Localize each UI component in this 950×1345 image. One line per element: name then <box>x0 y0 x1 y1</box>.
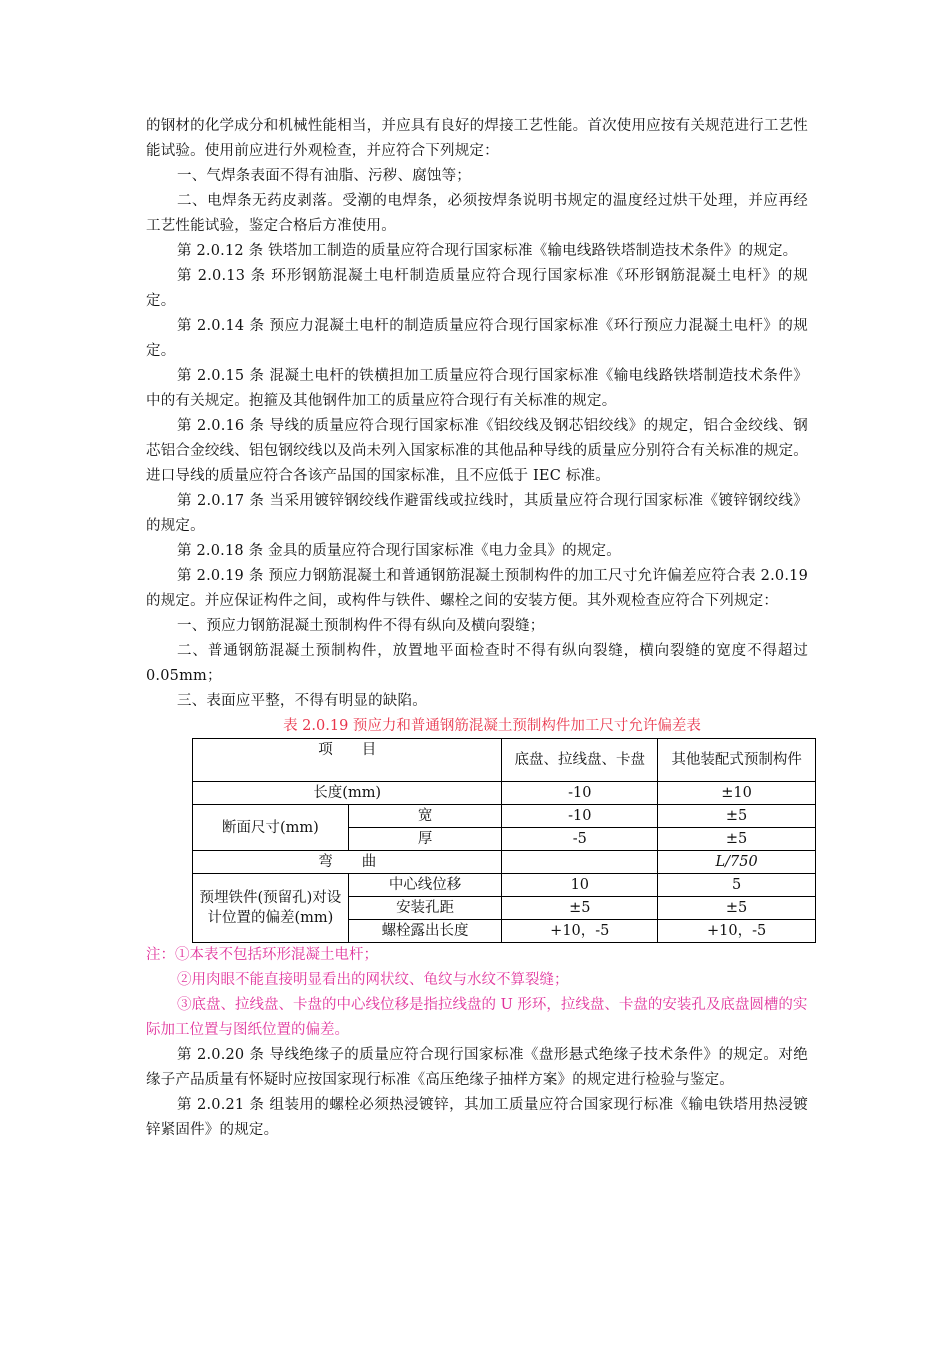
paragraph: 第 2.0.12 条 铁塔加工制造的质量应符合现行国家标准《输电线路铁塔制造技术条件》的规定。 <box>177 243 798 259</box>
table-notes <box>146 943 808 1043</box>
embedded-label: 预埋铁件(预留孔)对设计位置的偏差(mm) <box>193 874 349 943</box>
thick-v2: ±5 <box>658 828 816 851</box>
note-3: ③底盘、拉线盘、卡盘的中心线位移是指拉线盘的 U 形环，拉线盘、卡盘的安装孔及底盘圆槽的实际加工位置与图纸位置的偏差。 <box>146 997 808 1038</box>
embedded-row-v2: ±5 <box>658 897 816 920</box>
paragraph: 二、电焊条无药皮剥落。受潮的电焊条，必须按焊条说明书规定的温度经过烘干处理，并应再经工艺性能试验，鉴定合格后方准使用。 <box>146 193 808 234</box>
paragraph: 第 2.0.16 条 导线的质量应符合现行国家标准《铝绞线及钢芯铝绞线》的规定，铝合金绞线、钢芯铝合金绞线、铝包钢绞线以及尚未列入国家标准的其他品种导线的质量应分别符合有关标准的规定。进口导线的质量应符合各该产品国的国家标准，且不应低于 IEC 标准。 <box>146 418 808 484</box>
width-v2: ±5 <box>658 805 816 828</box>
section-label: 断面尺寸(mm) <box>193 805 349 851</box>
table-row <box>193 805 816 828</box>
paragraph: 第 2.0.15 条 混凝土电杆的铁横担加工质量应符合现行国家标准《输电线路铁塔制造技术条件》中的有关规定。抱箍及其他钢件加工的质量应符合现行有关标准的规定。 <box>146 368 808 409</box>
bend-label: 弯 曲 <box>193 851 502 874</box>
paragraph: 二、普通钢筋混凝土预制构件，放置地平面检查时不得有纵向裂缝，横向裂缝的宽度不得超过 0.05mm； <box>146 643 808 684</box>
note-1: 注：①本表不包括环形混凝土电杆； <box>146 947 378 963</box>
paragraph: 一、气焊条表面不得有油脂、污秽、腐蚀等； <box>177 168 471 184</box>
table-row <box>193 782 816 805</box>
paragraph: 第 2.0.17 条 当采用镀锌钢绞线作避雷线或拉线时，其质量应符合现行国家标准《镀锌钢绞线》的规定。 <box>146 493 808 534</box>
table-header-row <box>193 739 816 782</box>
tolerance-table <box>192 738 816 943</box>
paragraph: 第 2.0.20 条 导线绝缘子的质量应符合现行国家标准《盘形悬式绝缘子技术条件》的规定。对绝缘子产品质量有怀疑时应按国家现行标准《高压绝缘子抽样方案》的规定进行检验与鉴定。 <box>146 1047 808 1088</box>
length-v2: ±10 <box>658 782 816 805</box>
width-v1: -10 <box>502 805 658 828</box>
table-row <box>193 874 816 897</box>
note-2: ②用肉眼不能直接明显看出的网状纹、龟纹与水纹不算裂缝； <box>177 972 569 988</box>
length-label: 长度(mm) <box>193 782 502 805</box>
embedded-row-v1: ±5 <box>502 897 658 920</box>
table-caption: 表 2.0.19 预应力和普通钢筋混凝土预制构件加工尺寸允许偏差表 <box>283 718 701 734</box>
embedded-row-v1: 10 <box>502 874 658 897</box>
paragraph: 的钢材的化学成分和机械性能相当，并应具有良好的焊接工艺性能。首次使用应按有关规范进行工艺性能试验。使用前应进行外观检查，并应符合下列规定： <box>146 118 808 159</box>
paragraph: 三、表面应平整，不得有明显的缺陷。 <box>177 693 427 709</box>
paragraph: 一、预应力钢筋混凝土预制构件不得有纵向及横向裂缝； <box>177 618 545 634</box>
paragraph: 第 2.0.13 条 环形钢筋混凝土电杆制造质量应符合现行国家标准《环形钢筋混凝土电杆》的规定。 <box>146 268 808 309</box>
thick-v1: -5 <box>502 828 658 851</box>
paragraph: 第 2.0.18 条 金具的质量应符合现行国家标准《电力金具》的规定。 <box>177 543 621 559</box>
paragraph: 第 2.0.19 条 预应力钢筋混凝土和普通钢筋混凝土预制构件的加工尺寸允许偏差应符合表 2.0.19 的规定。并应保证构件之间，或构件与铁件、螺栓之间的安装方便。其外观检查应符合下列规定： <box>146 568 808 609</box>
embedded-row-v2: +10，-5 <box>658 920 816 943</box>
bend-v2: L/750 <box>658 851 816 874</box>
body-text-bottom <box>146 1043 808 1143</box>
embedded-row-label: 安装孔距 <box>348 897 502 920</box>
embedded-row-label: 螺栓露出长度 <box>348 920 502 943</box>
header-col1: 底盘、拉线盘、卡盘 <box>502 739 658 782</box>
embedded-row-label: 中心线位移 <box>348 874 502 897</box>
table-row <box>193 851 816 874</box>
length-v1: -10 <box>502 782 658 805</box>
body-text-top <box>146 114 808 714</box>
paragraph: 第 2.0.21 条 组装用的螺栓必须热浸镀锌，其加工质量应符合国家现行标准《输电铁塔用热浸镀锌紧固件》的规定。 <box>146 1097 808 1138</box>
width-label: 宽 <box>348 805 502 828</box>
bend-v1 <box>502 851 658 874</box>
document-page <box>146 114 808 1143</box>
embedded-row-v1: +10，-5 <box>502 920 658 943</box>
paragraph: 第 2.0.14 条 预应力混凝土电杆的制造质量应符合现行国家标准《环行预应力混凝土电杆》的规定。 <box>146 318 808 359</box>
header-item: 项 目 <box>193 739 502 782</box>
header-col2: 其他装配式预制构件 <box>658 739 816 782</box>
embedded-row-v2: 5 <box>658 874 816 897</box>
thick-label: 厚 <box>348 828 502 851</box>
